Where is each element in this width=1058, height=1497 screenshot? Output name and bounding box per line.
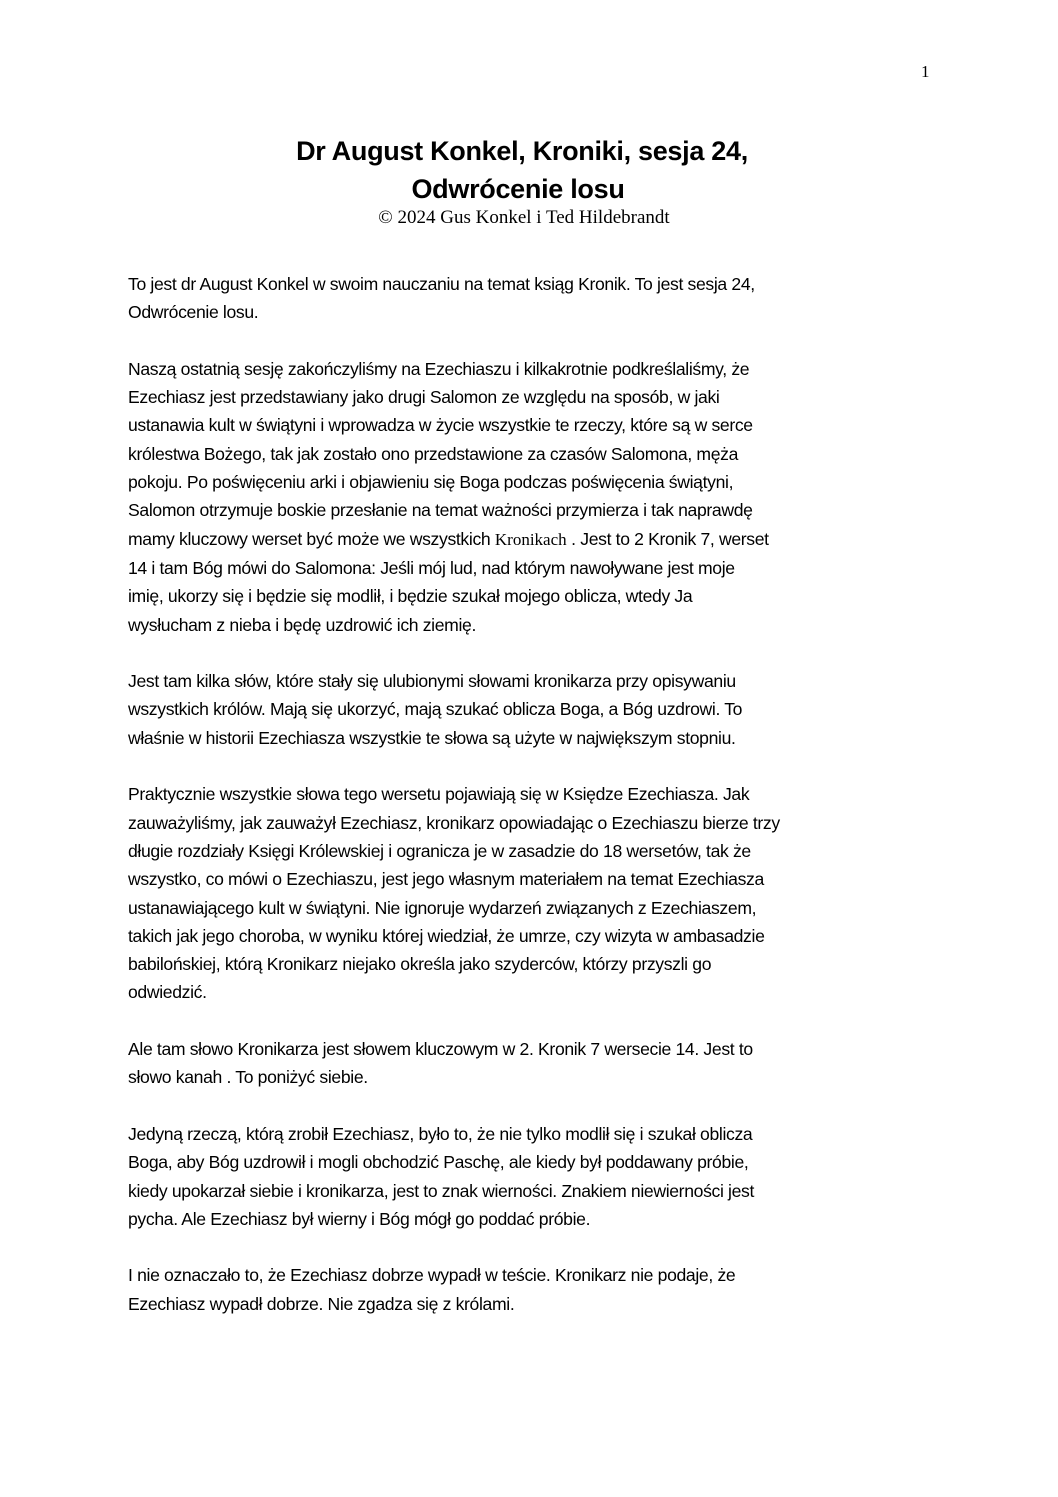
text-line: babilońskiej, którą Kronikarz niejako określa jako szyderców, którzy przyszli go <box>128 954 712 975</box>
text-line: Jest tam kilka słów, które stały się ulubionymi słowami kronikarza przy opisywaniu <box>128 671 736 692</box>
text-line: Jedyną rzeczą, którą zrobił Ezechiasz, było to, że nie tylko modlił się i szukał oblicza <box>128 1123 753 1144</box>
text-line: I nie oznaczało to, że Ezechiasz dobrze wypadł w teście. Kronikarz nie podaje, że <box>128 1265 736 1286</box>
text-line: Boga, aby Bóg uzdrowił i mogli obchodzić Paschę, ale kiedy był poddawany próbie, <box>128 1152 749 1173</box>
text-line: wszystko, co mówi o Ezechiaszu, jest jego własnym materiałem na temat Ezechiasza <box>128 869 764 890</box>
text-line: długie rozdziały Księgi Królewskiej i ogranicza je w zasadzie do 18 wersetów, tak że <box>128 840 751 861</box>
text-line: takich jak jego choroba, w wyniku której wiedział, że umrze, czy wizyta w ambasadzie <box>128 925 765 946</box>
document-title-line-2: Odwrócenie losu <box>411 174 625 204</box>
document-title-line-1: Dr August Konkel, Kroniki, sesja 24, <box>296 136 748 166</box>
book-name-kronikach: Kronikach <box>494 529 567 549</box>
text-line: zauważyliśmy, jak zauważył Ezechiasz, kronikarz opowiadając o Ezechiaszu bierze trzy <box>128 812 780 833</box>
text-line: pycha. Ale Ezechiasz był wierny i Bóg mógł go poddać próbie. <box>128 1208 591 1229</box>
text-line: Salomon otrzymuje boskie przesłanie na temat ważności przymierza i tak naprawdę <box>128 500 753 521</box>
text-line: Odwrócenie losu. <box>128 302 259 323</box>
text-line: To jest dr August Konkel w swoim nauczaniu na temat ksiąg Kronik. To jest sesja 24, <box>128 274 755 294</box>
document-body <box>128 270 948 1346</box>
text-line: odwiedzić. <box>128 982 207 1003</box>
document-header <box>0 132 1058 230</box>
paragraph-6 <box>128 1120 948 1233</box>
text-line: Ezechiasz wypadł dobrze. Nie zgadza się z królami. <box>128 1293 515 1314</box>
text-line: pokoju. Po poświęceniu arki i objawieniu się Boga podczas poświęcenia świątyni, <box>128 472 734 493</box>
paragraph-1 <box>128 270 948 327</box>
text-line: właśnie w historii Ezechiasza wszystkie te słowa są użyte w największym stopniu. <box>128 727 736 748</box>
paragraph-4 <box>128 780 948 1006</box>
text-line <box>128 525 948 554</box>
paragraph-3 <box>128 667 948 752</box>
text-line: Naszą ostatnią sesję zakończyliśmy na Ezechiaszu i kilkakrotnie podkreślaliśmy, że <box>128 358 750 379</box>
text-line: kiedy upokarzał siebie i kronikarza, jest to znak wierności. Znakiem niewierności jest <box>128 1180 755 1201</box>
page-number: 1 <box>921 62 930 81</box>
text-line: wysłucham z nieba i będę uzdrowić ich ziemię. <box>128 614 477 635</box>
text-line: ustanawiającego kult w świątyni. Nie ignoruje wydarzeń związanych z Ezechiaszem, <box>128 897 757 918</box>
text-line: Ale tam słowo Kronikarza jest słowem kluczowym w 2. Kronik 7 wersecie 14. Jest to <box>128 1039 753 1060</box>
text-line: ustanawia kult w świątyni i wprowadza w życie wszystkie te rzeczy, które są w serce <box>128 415 753 436</box>
text-line: 14 i tam Bóg mówi do Salomona: Jeśli mój lud, nad którym nawoływane jest moje <box>128 557 735 578</box>
text-line: słowo kanah . To poniżyć siebie. <box>128 1067 368 1088</box>
text-line: królestwa Bożego, tak jak zostało ono przedstawione za czasów Salomona, męża <box>128 443 739 464</box>
text-segment: . Jest to 2 Kronik 7, werset <box>566 528 769 549</box>
paragraph-7 <box>128 1261 948 1318</box>
text-line: wszystkich królów. Mają się ukorzyć, mają szukać oblicza Boga, a Bóg uzdrowi. To <box>128 699 743 720</box>
text-line: Praktycznie wszystkie słowa tego wersetu pojawiają się w Księdze Ezechiasza. Jak <box>128 784 750 805</box>
text-line: Ezechiasz jest przedstawiany jako drugi Salomon ze względu na sposób, w jaki <box>128 387 720 408</box>
text-line: imię, ukorzy się i będzie się modlił, i będzie szukał mojego oblicza, wtedy Ja <box>128 586 693 607</box>
text-segment: mamy kluczowy werset być może we wszystkich <box>128 528 495 549</box>
copyright-notice: © 2024 Gus Konkel i Ted Hildebrandt <box>378 207 670 228</box>
paragraph-5 <box>128 1035 948 1092</box>
paragraph-2 <box>128 355 948 639</box>
